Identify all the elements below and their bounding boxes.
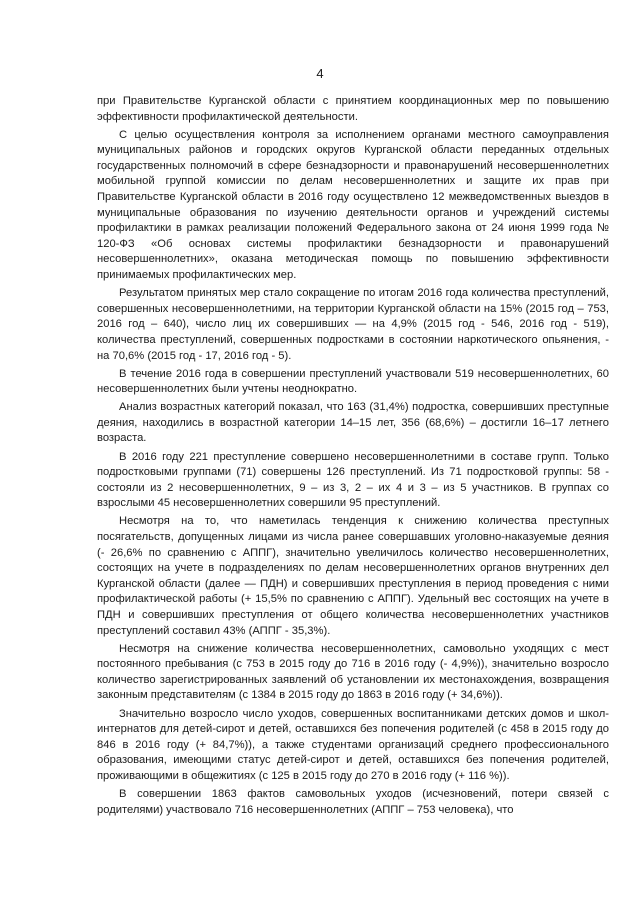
document-body xyxy=(97,94,609,821)
paragraph: В 2016 году 221 преступление совершено несовершеннолетними в составе групп. Только подростковыми группами (71) совершены 126 преступлений. Из 71 подростковой группы: 58 - состояли из 2 несовершеннолетних, 9 – из 3, 2 – их 4 и 3 – из 5 участников. В группах со взрослыми 45 несовершеннолетних совершили 95 преступлений. xyxy=(97,450,609,510)
paragraph: Результатом принятых мер стало сокращение по итогам 2016 года количества преступлений, совершенных несовершеннолетними, на территории Курганской области на 15% (2015 год – 753, 2016 год – 640), число лиц их совершивших — на 4,9% (2015 год - 546, 2016 год - 519), количества преступлений, совершенных подростками в состоянии наркотического опьянения, - на 70,6% (2015 год - 17, 2016 год - 5). xyxy=(97,287,609,362)
paragraph: при Правительстве Курганской области с принятием координационных мер по повышению эффективности профилактической деятельности. xyxy=(97,95,609,123)
paragraph: Значительно возросло число уходов, совершенных воспитанниками детских домов и школ-интернатов для детей-сирот и детей, оставшихся без попечения родителей (с 458 в 2015 году до 846 в 2016 году (+ 84,7%)), а также студентами организаций среднего профессионального образования, имеющими статус детей-сирот и детей, оставшихся без попечения родителей, проживающими в общежитиях (с 125 в 2015 году до 270 в 2016 году (+ 116 %)). xyxy=(97,707,609,782)
paragraph: С целью осуществления контроля за исполнением органами местного самоуправления муниципальных районов и городских округов Курганской области переданных отдельных государственных полномочий в сфере безнадзорности и правонарушений несовершеннолетних мобильной группой комиссии по делам несовершеннолетних и защите их прав при Правительстве Курганской области в 2016 году осуществлено 12 межведомственных выездов в муниципальные образования по изучению деятельности органов и учреждений системы профилактики в рамках реализации положений Федерального закона от 24 июня 1999 года № 120-ФЗ «Об основах системы профилактики безнадзорности и правонарушений несовершеннолетних», оказана методическая помощь по повышению эффективности принимаемых профилактических мер. xyxy=(97,128,609,282)
paragraph: Несмотря на то, что наметилась тенденция к снижению количества преступных посягательств, допущенных лицами из числа ранее совершавших уголовно-наказуемые деяния (- 26,6% по сравнению с АППГ), значительно увеличилось количество несовершеннолетних, состоящих на учете в подразделениях по делам несовершеннолетних органов внутренних дел Курганской области (далее — ПДН) и совершивших преступления в период проведения с ними профилактической работы (+ 15,5% по сравнению с АППГ). Удельный вес состоящих на учете в ПДН и совершивших преступления от общего количества несовершеннолетних участников преступлений составил 43% (АППГ - 35,3%). xyxy=(97,515,609,637)
paragraph: Анализ возрастных категорий показал, что 163 (31,4%) подростка, совершивших преступные деяния, находились в возрастной категории 14–15 лет, 356 (68,6%) – достигли 16–17 летнего возраста. xyxy=(97,401,609,445)
paragraph: В совершении 1863 фактов самовольных уходов (исчезновений, потери связей с родителями) участвовало 716 несовершеннолетних (АППГ – 753 человека), что xyxy=(97,788,609,816)
paragraph: В течение 2016 года в совершении преступлений участвовали 519 несовершеннолетних, 60 несовершеннолетних были учтены неоднократно. xyxy=(97,367,609,396)
page-number: 4 xyxy=(316,66,324,81)
paragraph: Несмотря на снижение количества несовершеннолетних, самовольно уходящих с мест постоянного пребывания (с 753 в 2015 году до 716 в 2016 году (- 4,9%)), значительно возросло количество зарегистрированных заявлений об установлении их местонахождения, возвращения законным представителям (с 1384 в 2015 году до 1863 в 2016 году (+ 34,6%)). xyxy=(97,642,609,702)
